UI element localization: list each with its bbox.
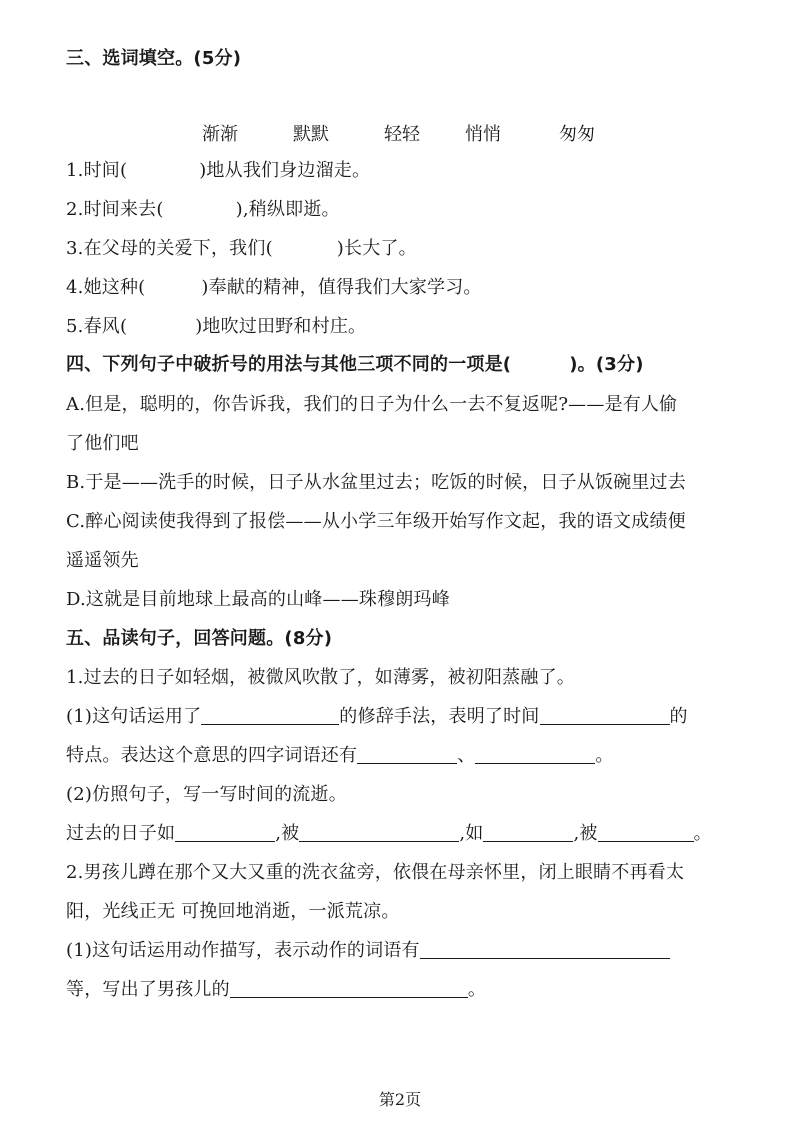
question-text: 的修辞手法，表明了时间	[339, 706, 540, 727]
fill-item-4	[66, 275, 482, 301]
question-text: 等，写出了男孩儿的	[66, 979, 230, 1000]
question-2: (2)仿照句子，写一写时间的流逝。	[66, 784, 347, 805]
question-1-line2	[66, 743, 614, 769]
answer-blank[interactable]	[230, 979, 468, 998]
option-d: D.这就是目前地球上最高的山峰——珠穆朗玛峰	[66, 589, 450, 610]
answer-blank[interactable]	[598, 823, 694, 842]
word-bank-item: 轻轻	[384, 124, 420, 145]
option-a-line2: 了他们吧	[66, 433, 139, 454]
question-3-line2	[66, 977, 486, 1003]
item-text: )奉献的精神，值得我们大家学习。	[201, 277, 482, 298]
answer-blank[interactable]	[475, 745, 595, 764]
fill-text: 。	[693, 823, 712, 844]
item-text: )长大了。	[336, 238, 417, 259]
fill-text: ,被	[573, 823, 598, 844]
question-text: (1)这句话运用了	[66, 706, 202, 727]
word-bank-item: 匆匆	[559, 124, 595, 145]
question-3-line1	[66, 938, 670, 964]
option-b: B.于是——洗手的时候，日子从水盆里过去；吃饭的时候，日子从饭碗里过去	[66, 472, 686, 493]
word-bank-item: 默默	[293, 124, 329, 145]
answer-blank[interactable]	[540, 706, 670, 725]
sentence-2-line2: 阳，光线正无 可挽回地消逝，一派荒凉。	[66, 901, 400, 922]
sentence-2-line1: 2.男孩儿蹲在那个又大又重的洗衣盆旁，依偎在母亲怀里，闭上眼睛不再看太	[66, 862, 685, 883]
answer-blank[interactable]	[299, 823, 459, 842]
imitation-fill	[66, 821, 712, 847]
fill-item-5	[66, 314, 366, 340]
question-1-line1	[66, 704, 688, 730]
item-text: ),稍纵即逝。	[235, 199, 340, 220]
item-text: 4.她这种(	[66, 277, 146, 298]
answer-blank[interactable]	[420, 940, 670, 959]
fill-item-3	[66, 236, 417, 262]
fill-item-1	[66, 158, 370, 184]
answer-blank[interactable]	[483, 823, 573, 842]
option-a-line1: A.但是，聪明的，你告诉我，我们的日子为什么一去不复返呢?——是有人偷	[66, 394, 678, 415]
word-bank-item: 悄悄	[465, 124, 501, 145]
item-text: 1.时间(	[66, 160, 128, 181]
page-number: 第2页	[378, 1090, 422, 1109]
fill-item-2	[66, 197, 340, 223]
item-text: )地吹过田野和村庄。	[195, 316, 367, 337]
question-text: 、	[457, 745, 476, 766]
fill-text: 过去的日子如	[66, 823, 176, 844]
word-bank-item: 渐渐	[202, 124, 238, 145]
question-text: (1)这句话运用动作描写，表示动作的词语有	[66, 940, 420, 961]
section4-title	[66, 352, 644, 378]
sentence-1: 1.过去的日子如轻烟，被微风吹散了，如薄雾，被初阳蒸融了。	[66, 667, 575, 688]
item-text: )地从我们身边溜走。	[199, 160, 371, 181]
item-text: 2.时间来去(	[66, 199, 164, 220]
section5-title: 五、品读句子，回答问题。(8分)	[66, 628, 333, 649]
fill-text: ,被	[275, 823, 300, 844]
section4-title-text: )。(3分)	[569, 354, 644, 375]
question-text: 的	[669, 706, 688, 727]
answer-blank[interactable]	[357, 745, 457, 764]
answer-blank[interactable]	[175, 823, 275, 842]
question-text: 。	[467, 979, 487, 1000]
section3-title: 三、选词填空。(5分)	[66, 48, 242, 69]
option-c-line2: 遥遥领先	[66, 550, 139, 571]
option-c-line1: C.醉心阅读使我得到了报偿——从小学三年级开始写作文起，我的语文成绩便	[66, 511, 686, 532]
question-text: 特点。表达这个意思的四字词语还有	[66, 745, 358, 766]
question-text: 。	[595, 745, 614, 766]
fill-text: ,如	[459, 823, 484, 844]
section4-title-text: 四、下列句子中破折号的用法与其他三项不同的一项是(	[66, 354, 512, 375]
answer-blank[interactable]	[201, 706, 339, 725]
item-text: 5.春风(	[66, 316, 128, 337]
item-text: 3.在父母的关爱下，我们(	[66, 238, 273, 259]
